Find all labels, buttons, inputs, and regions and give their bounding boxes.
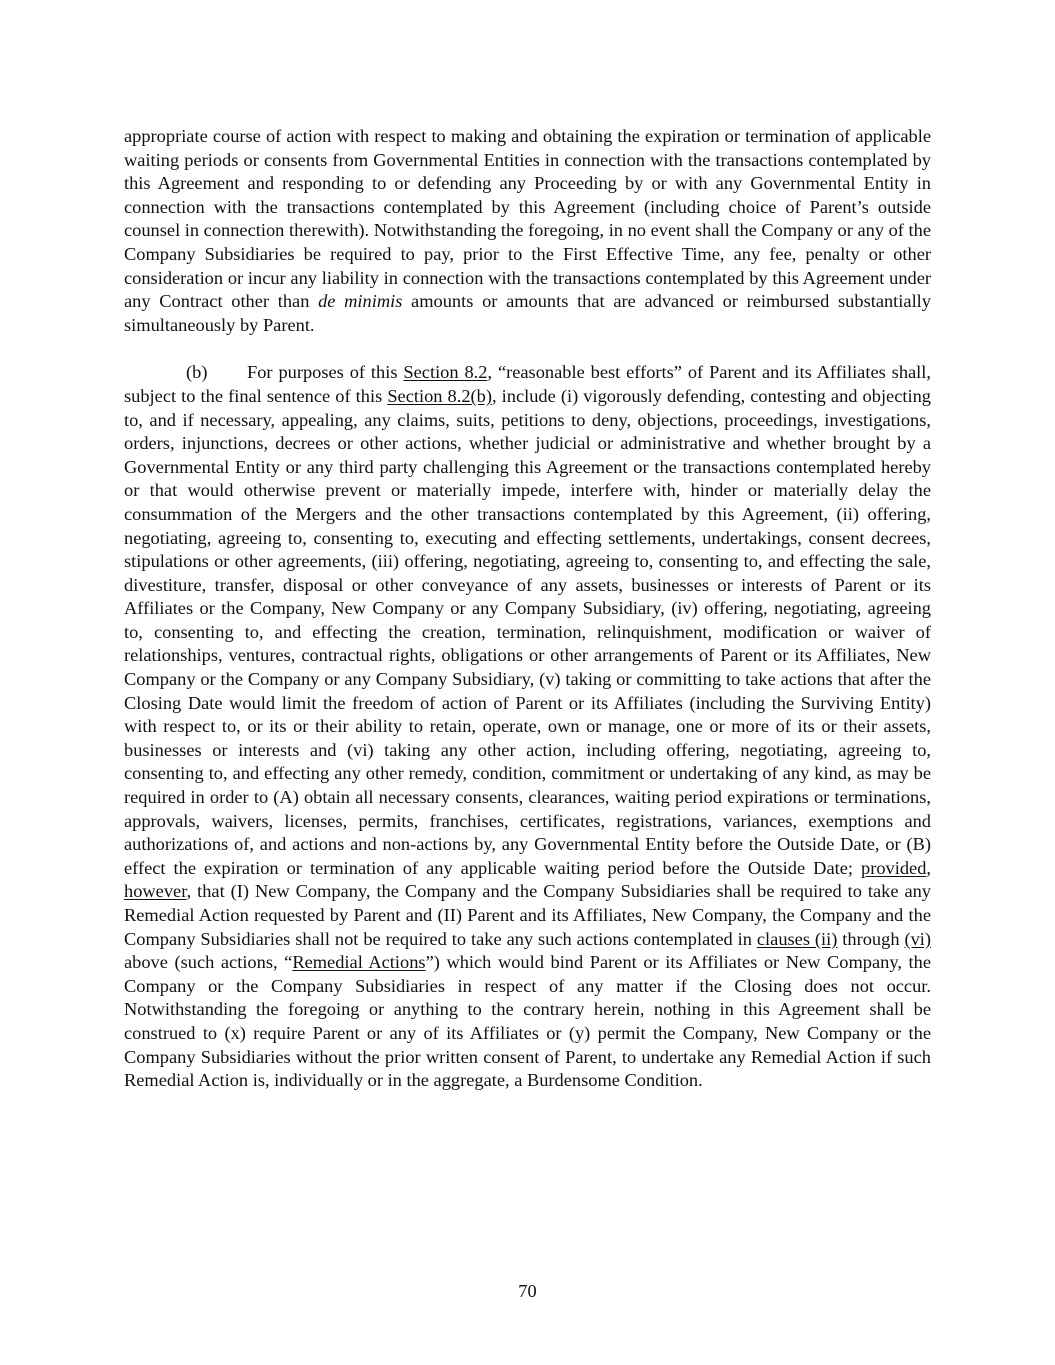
paragraph-b-text-6: through: [837, 928, 905, 949]
page-number: 70: [518, 1281, 537, 1301]
clause-reference: (vi): [904, 928, 932, 949]
paragraph-a-text-2: amounts or amounts that are advanced or reimbursed substantially simultaneously by Parent.: [124, 291, 931, 335]
section-reference-link: Section 8.2: [403, 362, 488, 383]
provided-term: provided: [861, 857, 927, 878]
defined-term-remedial-actions: Remedial Actions: [292, 952, 426, 973]
document-page: [124, 125, 931, 1093]
paragraph-b: [124, 361, 931, 1092]
paragraph-b-text-5: , that (I) New Company, the Company and the Company Subsidiaries shall be required to take any Remedial Action requested by Parent and (II) Parent and its Affiliates, New Company, the Company and the Company Subsidiaries shall not be required to take any such actions contemplated in: [124, 881, 931, 949]
section-reference-link: Section 8.2(b): [387, 385, 492, 406]
paragraph-b-text-2: , “reasonable best efforts” of Parent and its Affiliates shall, subject to the final sentence of this: [124, 362, 931, 406]
paragraph-a-italic-term: de minimis: [318, 291, 403, 312]
paragraph-b-text-8: ”) which would bind Parent or its Affiliates or New Company, the Company or the Company Subsidiaries in respect of any matter if the Closing does not occur. Notwithstanding the foregoing or anything to the contrary herein, nothing in this Agreement shall be construed to (x) require Parent or any of its Affiliates or (y) permit the Company, New Company or the Company Subsidiaries without the prior written consent of Parent, to undertake any Remedial Action if such Remedial Action is, individually or in the aggregate, a Burdensome Condition.: [124, 952, 931, 1091]
paragraph-b-text-7: above (such actions, “: [124, 952, 293, 973]
paragraph-b-text-3: , include (i) vigorously defending, contesting and objecting to, and if necessary, appealing, any claims, suits, petitions to deny, objections, proceedings, investigations, orders, injunctions, decrees or other actions, whether judicial or administrative and whether brought by a Governmental Entity or any third party challenging this Agreement or the transactions contemplated hereby or that would otherwise prevent or materially impede, interfere with, hinder or materially delay the consummation of the Mergers and the other transactions contemplated by this Agreement, (ii) offering, negotiating, agreeing to, consenting to, executing and effecting settlements, undertakings, consent decrees, stipulations or other agreements, (iii) offering, negotiating, agreeing to, consenting to, and effecting the sale, divestiture, transfer, disposal or other conveyance of any assets, businesses or interests of Parent or its Affiliates or the Company, New Company or any Company Subsidiary, (iv) offering, negotiating, agreeing to, consenting to, and effecting the creation, termination, relinquishment, modification or waiver of relationships, ventures, contractual rights, obligations or other arrangements of Parent or its Affiliates, New Company or the Company or any Company Subsidiary, (v) taking or committing to take actions that after the Closing Date would limit the freedom of action of Parent or its Affiliates (including the Surviving Entity) with respect to, or its or their ability to retain, operate, own or manage, one or more of its or their assets, businesses or interests and (vi) taking any other action, including offering, negotiating, agreeing to, consenting to, and effecting any other remedy, condition, commitment or undertaking of any kind, as may be required in order to (A) obtain all necessary consents, clearances, waiting period expirations or terminations, approvals, waivers, licenses, permits, franchises, certificates, registrations, variances, exemptions and authorizations of, and actions and non-actions by, any Governmental Entity before the Outside Date, or (B) effect the expiration or termination of any applicable waiting period before the Outside Date;: [124, 385, 931, 878]
paragraph-a: [124, 125, 931, 337]
paragraph-b-text-4: ,: [926, 857, 931, 878]
paragraph-b-label: (b): [186, 362, 208, 383]
paragraph-a-text-1: appropriate course of action with respect to making and obtaining the expiration or termination of applicable waiting periods or consents from Governmental Entities in connection with the transactions contemplated by this Agreement and responding to or defending any Proceeding by or with any Governmental Entity in connection with the transactions contemplated by this Agreement (including choice of Parent’s outside counsel in connection therewith). Notwithstanding the foregoing, in no event shall the Company or any of the Company Subsidiaries be required to pay, prior to the First Effective Time, any fee, penalty or other consideration or incur any liability in connection with the transactions contemplated by this Agreement under any Contract other than: [124, 126, 931, 312]
clause-reference: clauses (ii): [756, 928, 838, 949]
paragraph-b-text-1: For purposes of this: [247, 362, 404, 383]
however-term: however: [124, 881, 187, 902]
